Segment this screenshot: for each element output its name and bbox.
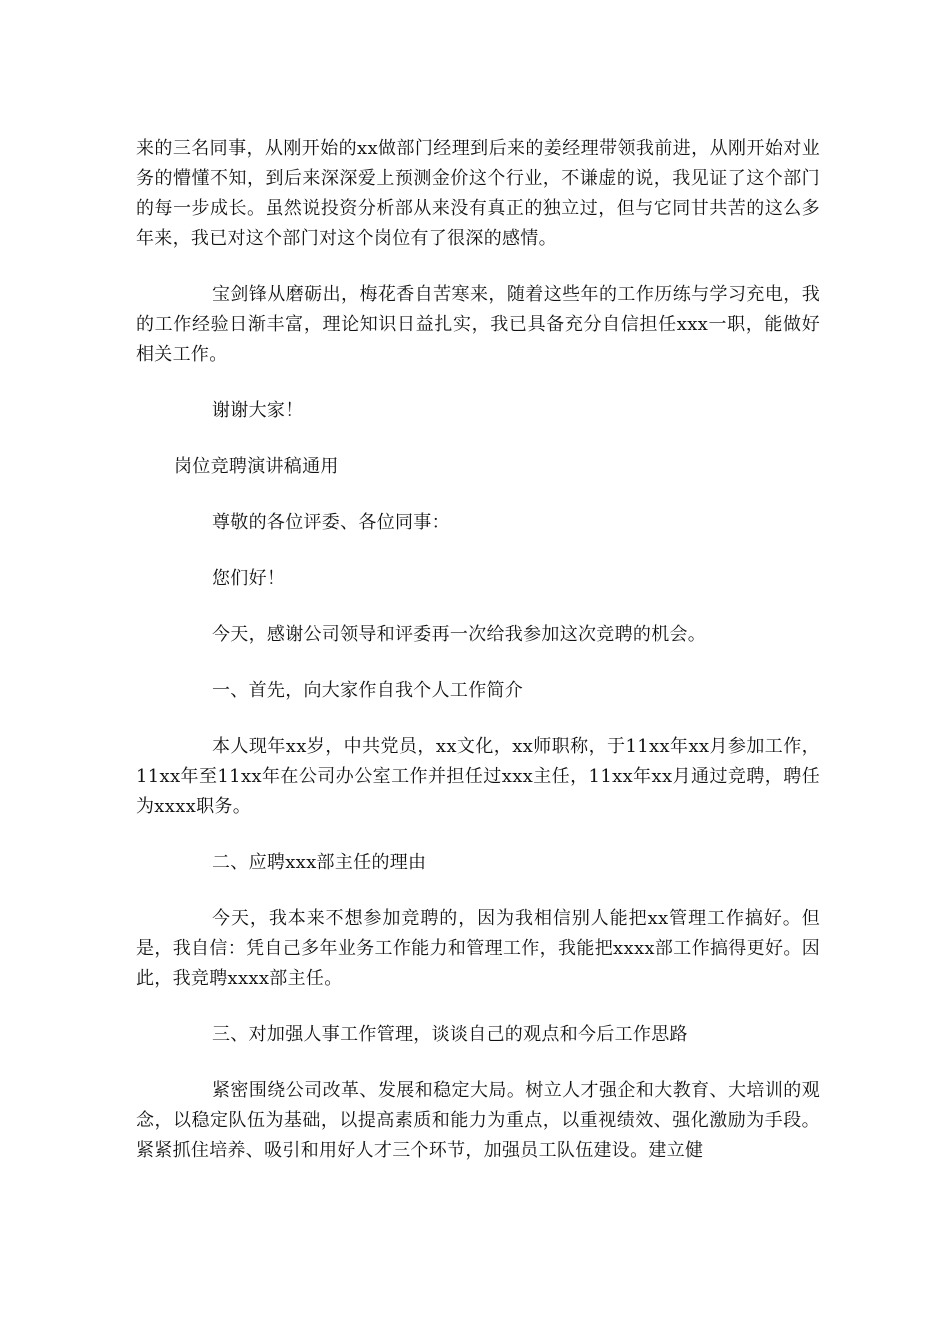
paragraph-greeting: 您们好！ — [212, 568, 286, 589]
paragraph-continuation: 来的三名同事，从刚开始的xx做部门经理到后来的姜经理带领我前进，从刚开始对业务的懵懂不知，到后来深深爱上预测金价这个行业，不谦虚的说，我见证了这个部门的每一步成长。虽然说投资分析部从来没有真正的独立过，但与它同甘共苦的这么多年来，我已对这个部门对这个岗位有了很深的感情。 — [136, 138, 820, 249]
paragraph-thanks: 谢谢大家！ — [212, 400, 304, 421]
paragraph-gratitude: 今天，感谢公司领导和评委再一次给我参加这次竞聘的机会。 — [212, 624, 707, 645]
section-heading-reason: 二、应聘xxx部主任的理由 — [212, 852, 427, 873]
document-body — [136, 134, 820, 1192]
section-heading-intro: 一、首先，向大家作自我个人工作简介 — [212, 680, 524, 701]
paragraph-experience: 宝剑锋从磨砺出，梅花香自苦寒来，随着这些年的工作历练与学习充电，我的工作经验日渐丰富，理论知识日益扎实，我已具备充分自信担任xxx一职，能做好相关工作。 — [136, 284, 820, 365]
paragraph-ideas: 紧密围绕公司改革、发展和稳定大局。树立人才强企和大教育、大培训的观念，以稳定队伍为基础，以提高素质和能力为重点，以重视绩效、强化激励为手段。紧紧抓住培养、吸引和用好人才三个环节，加强员工队伍建设。建立健 — [136, 1080, 820, 1161]
paragraph-reason: 今天，我本来不想参加竞聘的，因为我相信别人能把xx管理工作搞好。但是，我自信：凭自己多年业务工作能力和管理工作，我能把xxxx部工作搞得更好。因此，我竞聘xxxx部主任。 — [136, 908, 820, 989]
paragraph-intro: 本人现年xx岁，中共党员，xx文化，xx师职称，于11xx年xx月参加工作，11xx年至11xx年在公司办公室工作并担任过xxx主任，11xx年xx月通过竞聘，聘任为xxxx职务。 — [136, 736, 820, 817]
document-title: 岗位竞聘演讲稿通用 — [174, 456, 339, 477]
paragraph-salutation: 尊敬的各位评委、各位同事： — [212, 512, 450, 533]
section-heading-ideas: 三、对加强人事工作管理，谈谈自己的观点和今后工作思路 — [212, 1024, 688, 1045]
